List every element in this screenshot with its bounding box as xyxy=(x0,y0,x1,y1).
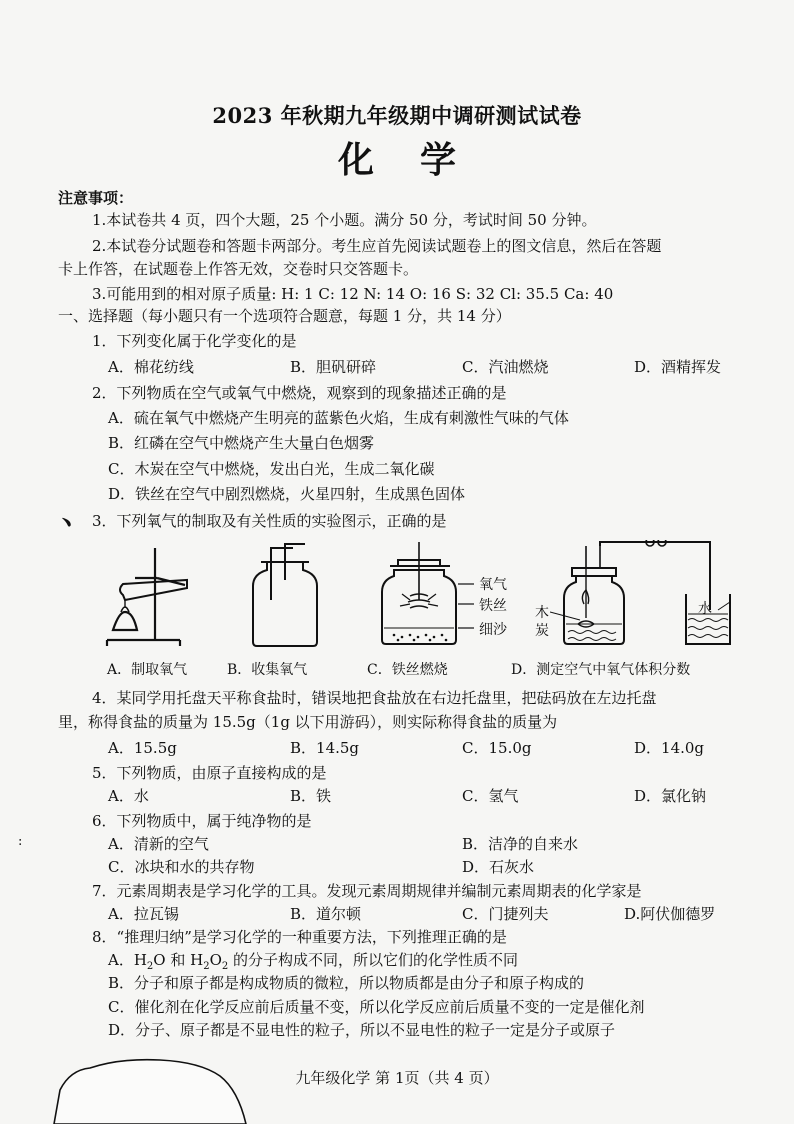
q8-a-sub-2: 2 xyxy=(203,961,210,972)
q6-option-b: B．洁净的自来水 xyxy=(462,835,579,853)
q1-stem: 1．下列变化属于化学变化的是 xyxy=(92,332,297,350)
q7-stem: 7．元素周期表是学习化学的工具。发现元素周期规律并编制元素周期表的化学家是 xyxy=(92,882,642,900)
section-heading: 一、选择题（每小题只有一个选项符合题意，每题 1 分，共 14 分） xyxy=(58,307,511,325)
q6-option-a: A．清新的空气 xyxy=(108,835,209,853)
fig-c-label: C．铁丝燃烧 xyxy=(367,662,448,678)
q8-option-c: C．催化剂在化学反应前后质量不变，所以化学反应前后质量不变的一定是催化剂 xyxy=(108,998,645,1016)
fig-c-sand-label: 细沙 xyxy=(479,622,507,638)
q7-option-b: B．道尔顿 xyxy=(290,905,362,923)
q4-option-d: D．14.0g xyxy=(634,739,705,757)
q8-a-sub-1: 2 xyxy=(146,961,154,972)
q3-figures xyxy=(95,540,745,678)
q2-option-c: C．木炭在空气中燃烧，发出白光，生成二氧化碳 xyxy=(108,460,435,478)
q2-option-d: D．铁丝在空气中剧烈燃烧，火星四射，生成黑色固体 xyxy=(108,485,466,503)
q6-stem: 6．下列物质中，属于纯净物的是 xyxy=(92,812,312,830)
exam-title: 2023 年秋期九年级期中调研测试试卷 xyxy=(212,103,582,128)
q4-stem-2: 里，称得食盐的质量为 15.5g（1g 以下用游码），则实际称得食盐的质量为 xyxy=(58,713,558,731)
q4-stem-1: 4．某同学用托盘天平称食盐时，错误地把食盐放在右边托盘里，把砝码放在左边托盘 xyxy=(92,689,657,707)
q2-stem: 2．下列物质在空气或氧气中燃烧，观察到的现象描述正确的是 xyxy=(92,384,507,402)
q2-option-b: B．红磷在空气中燃烧产生大量白色烟雾 xyxy=(108,434,375,452)
note-3: 3.可能用到的相对原子质量: H: 1 C: 12 N: 14 O: 16 S: 32 Cl: 35.5 Ca: 40 xyxy=(92,285,614,303)
q7-option-d: D.阿伏伽德罗 xyxy=(624,905,716,923)
fig-c-iron-label: 铁丝 xyxy=(479,598,507,614)
q8-a-part-1: A．H xyxy=(108,951,147,969)
q4-option-b: B．14.5g xyxy=(290,739,360,757)
fig-c-oxygen-label: 氧气 xyxy=(479,577,507,593)
note-2: 2.本试卷分试题卷和答题卡两部分。考生应首先阅读试题卷上的图文信息，然后在答题 xyxy=(92,237,662,255)
q8-a-part-4: 的分子构成不同，所以它们的化学性质不同 xyxy=(228,951,519,969)
q5-stem: 5．下列物质，由原子直接构成的是 xyxy=(92,764,327,782)
q1-option-c: C．汽油燃烧 xyxy=(462,358,549,376)
fig-d-charcoal-label-1: 木 xyxy=(535,605,549,621)
fig-b-bottle xyxy=(245,540,335,655)
scan-mark-2: : xyxy=(18,834,23,849)
fig-d-label: D．测定空气中氧气体积分数 xyxy=(511,662,691,678)
q8-stem: 8．“推理归纳”是学习化学的一种重要方法，下列推理正确的是 xyxy=(92,928,507,946)
q6-option-c: C．冰块和水的共存物 xyxy=(108,858,255,876)
note-1: 1.本试卷共 4 页，四个大题，25 个小题。满分 50 分，考试时间 50 分钟。 xyxy=(92,211,597,229)
q8-option-b: B．分子和原子都是构成物质的微粒，所以物质都是由分子和原子构成的 xyxy=(108,974,585,992)
q4-option-a: A．15.5g xyxy=(108,739,177,757)
q3-stem: 3．下列氧气的制取及有关性质的实验图示，正确的是 xyxy=(92,512,447,530)
fig-d-charcoal-label-2: 炭 xyxy=(535,623,549,639)
q6-option-d: D．石灰水 xyxy=(462,858,535,876)
scan-mark: ﹅ xyxy=(60,516,74,531)
notes-heading: 注意事项： xyxy=(58,189,134,207)
q8-a-part-3: O xyxy=(209,951,222,969)
q8-a-sub-3: 2 xyxy=(221,961,229,972)
fig-b-label: B．收集氧气 xyxy=(227,662,308,678)
fig-a-label: A．制取氧气 xyxy=(107,662,188,678)
q1-option-a: A．棉花纺线 xyxy=(108,358,194,376)
q5-option-c: C．氢气 xyxy=(462,787,519,805)
page-footer: 九年级化学 第 1页（共 4 页） xyxy=(295,1069,499,1087)
q7-option-a: A．拉瓦锡 xyxy=(108,905,179,923)
q7-option-c: C．门捷列夫 xyxy=(462,905,549,923)
q1-option-d: D．酒精挥发 xyxy=(634,358,722,376)
subject-title: 化学 xyxy=(337,139,502,181)
q8-option-d: D．分子、原子都是不显电性的粒子，所以不显电性的粒子一定是分子或原子 xyxy=(108,1021,616,1039)
q5-option-a: A．水 xyxy=(108,787,149,805)
q5-option-b: B．铁 xyxy=(290,787,332,805)
q8-a-part-2: O 和 H xyxy=(153,951,204,969)
q4-option-c: C．15.0g xyxy=(462,739,532,757)
fig-d-water-label: 水 xyxy=(698,601,712,617)
q5-option-d: D．氯化钠 xyxy=(634,787,707,805)
q1-option-b: B．胆矾研碎 xyxy=(290,358,377,376)
fig-a-apparatus xyxy=(95,540,205,655)
note-2-cont: 卡上作答，在试题卷上作答无效，交卷时只交答题卡。 xyxy=(58,260,419,278)
q2-option-a: A．硫在氧气中燃烧产生明亮的蓝紫色火焰，生成有刺激性气味的气体 xyxy=(108,409,569,427)
